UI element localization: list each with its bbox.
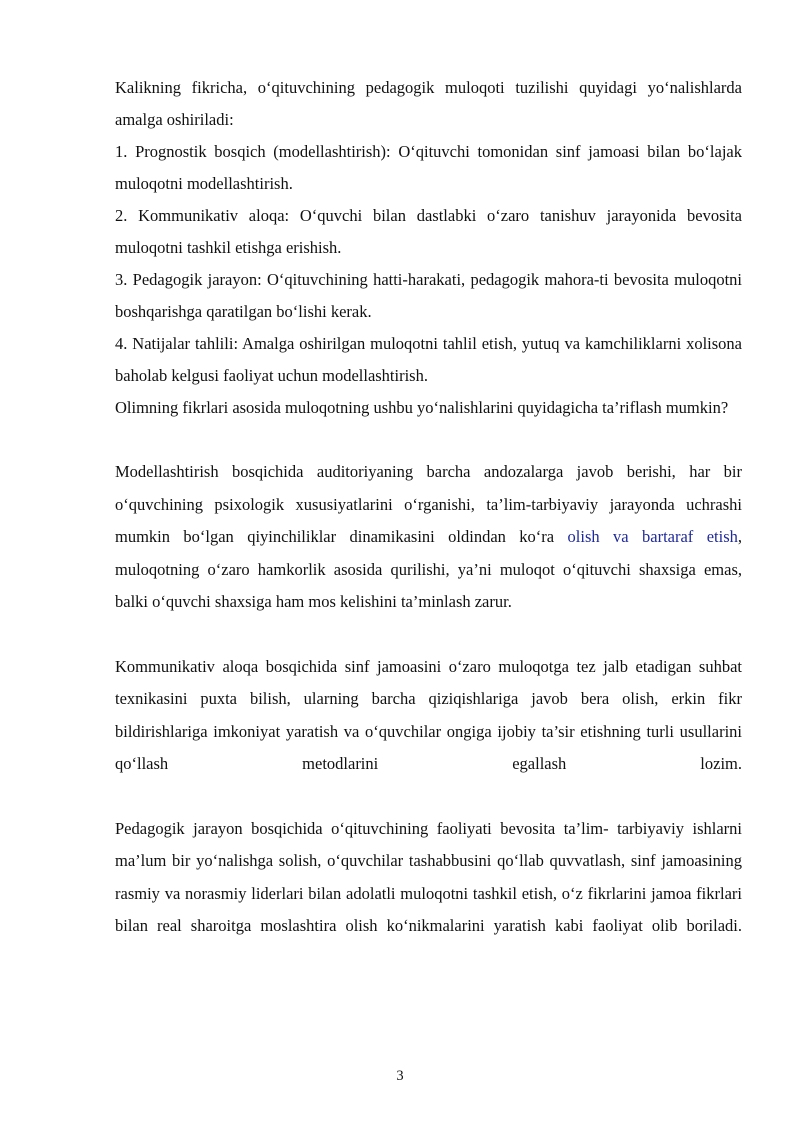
paragraph-communicative: Kommunikativ aloqa bosqichida sinf jamoasini o‘zaro muloqotga tez jalb etadigan suhbat texnikasini puxta bilish, ularning barcha qiziqishlariga javob bera olish, erkin fikr bildirishlariga imkoniyat yaratish va o‘quvchilar ongiga ijobiy ta’sir etishning turli usullarini qo‘llash metodlarini egallash lozim. bbox=[115, 656, 742, 773]
paragraph-pedagogical: Pedagogik jarayon bosqichida o‘qituvchining faoliyati bevosita ta’lim- tarbiyaviy ishlarni ma’lum bir yo‘nalishga solish, o‘quvchilar tashabbusini qo‘llab quvvatlash, sinf jamoasining rasmiy va norasmiy liderlari bilan adolatli muloqotni tashkil etish, o‘z fikrlarini jamoa fikrlari bilan real sharoitga moslashtira olish ko‘nikmalarini yaratish kabi faoliyat olib boriladi. bbox=[115, 818, 742, 935]
intro-lead: Kalikning fikricha, o‘qituvchining pedagogik muloqoti tuzilishi quyidagi yo‘nalishlarda amalga oshiriladi: bbox=[115, 78, 742, 129]
list-item-communicative: 2. Kommunikativ aloqa: O‘quvchi bilan dastlabki o‘zaro tanishuv jarayonida bevosita muloqotni tashkil etishga erishish. bbox=[115, 206, 742, 257]
modelling-text-end: , muloqotning o‘zaro hamkorlik asosida qurilishi, ya’ni muloqot o‘qituvchi shaxsiga emas, balki o‘quvchi shaxsiga ham mos kelishini ta’minlash zarur. bbox=[115, 527, 742, 611]
list-item-pedagogical: 3. Pedagogik jarayon: O‘qituvchining hatti-harakati, pedagogik mahora-ti bevosita muloqotni boshqarishga qaratilgan bo‘lishi kerak. bbox=[115, 270, 742, 321]
paragraph-spacer bbox=[115, 424, 742, 456]
list-item-results: 4. Natijalar tahlili: Amalga oshirilgan muloqotni tahlil etish, yutuq va kamchiliklarni xolisona baholab kelgusi faoliyat uchun modellashtirish. bbox=[115, 334, 742, 385]
document-body bbox=[115, 72, 742, 943]
highlighted-phrase: olish va bartaraf etish bbox=[567, 527, 738, 546]
intro-question: Olimning fikrlari asosida muloqotning ushbu yo‘nalishlarini quyidagicha ta’riflash mumkin? bbox=[115, 398, 729, 417]
paragraph-spacer bbox=[115, 619, 742, 651]
paragraph-spacer bbox=[115, 781, 742, 813]
paragraph-modelling bbox=[115, 456, 742, 619]
modelling-text-start: Modellashtirish bosqichida auditoriyaning barcha andozalarga javob berishi, har bir o‘quvchining psixologik xususiyatlarini o‘rganishi, ta’lim-tarbiyaviy jarayonda uchrashi mumkin bo‘lgan qiyinchiliklar dinamikasini oldindan ko‘ra bbox=[115, 462, 742, 546]
page-number: 3 bbox=[396, 1068, 404, 1084]
list-item-prognostic: 1. Prognostik bosqich (modellashtirish): O‘qituvchi tomonidan sinf jamoasi bilan bo‘lajak muloqotni modellashtirish. bbox=[115, 142, 742, 193]
